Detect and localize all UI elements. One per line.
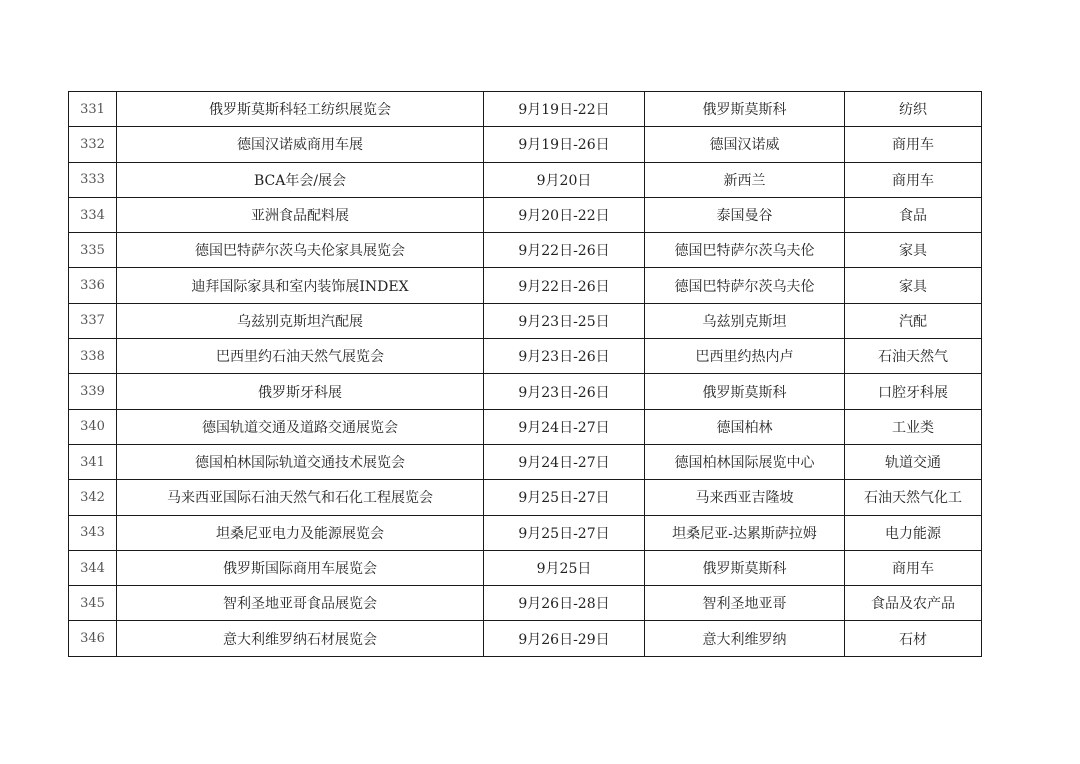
cell-date: 9月23日-26日: [484, 339, 645, 374]
cell-number: 334: [69, 197, 117, 232]
table-row: [69, 515, 982, 550]
cell-location: 德国柏林国际展览中心: [645, 444, 845, 479]
cell-location: 德国柏林: [645, 409, 845, 444]
cell-location: 德国巴特萨尔茨乌夫伦: [645, 233, 845, 268]
cell-category: 石油天然气: [845, 339, 982, 374]
cell-category: 电力能源: [845, 515, 982, 550]
cell-number: 333: [69, 162, 117, 197]
table-row: [69, 480, 982, 515]
cell-exhibition-name: 马来西亚国际石油天然气和石化工程展览会: [117, 480, 484, 515]
table-row: [69, 197, 982, 232]
cell-category: 石油天然气化工: [845, 480, 982, 515]
table-row: [69, 127, 982, 162]
table-row: [69, 621, 982, 656]
cell-location: 坦桑尼亚-达累斯萨拉姆: [645, 515, 845, 550]
cell-number: 346: [69, 621, 117, 656]
table-row: [69, 233, 982, 268]
table-row: [69, 550, 982, 585]
table-row: [69, 339, 982, 374]
cell-number: 332: [69, 127, 117, 162]
cell-category: 轨道交通: [845, 444, 982, 479]
cell-location: 新西兰: [645, 162, 845, 197]
cell-category: 汽配: [845, 303, 982, 338]
cell-location: 乌兹别克斯坦: [645, 303, 845, 338]
cell-date: 9月20日: [484, 162, 645, 197]
table-row: [69, 444, 982, 479]
cell-date: 9月19日-22日: [484, 92, 645, 127]
cell-exhibition-name: 坦桑尼亚电力及能源展览会: [117, 515, 484, 550]
cell-number: 341: [69, 444, 117, 479]
exhibition-table: [68, 91, 982, 657]
cell-category: 食品及农产品: [845, 586, 982, 621]
cell-location: 泰国曼谷: [645, 197, 845, 232]
cell-date: 9月19日-26日: [484, 127, 645, 162]
cell-location: 智利圣地亚哥: [645, 586, 845, 621]
cell-number: 338: [69, 339, 117, 374]
table-row: [69, 374, 982, 409]
cell-location: 巴西里约热内卢: [645, 339, 845, 374]
cell-date: 9月23日-26日: [484, 374, 645, 409]
cell-category: 口腔牙科展: [845, 374, 982, 409]
cell-exhibition-name: 德国柏林国际轨道交通技术展览会: [117, 444, 484, 479]
cell-date: 9月22日-26日: [484, 233, 645, 268]
cell-number: 339: [69, 374, 117, 409]
cell-date: 9月20日-22日: [484, 197, 645, 232]
cell-category: 工业类: [845, 409, 982, 444]
cell-number: 345: [69, 586, 117, 621]
cell-exhibition-name: 意大利维罗纳石材展览会: [117, 621, 484, 656]
cell-exhibition-name: 德国轨道交通及道路交通展览会: [117, 409, 484, 444]
cell-date: 9月24日-27日: [484, 444, 645, 479]
cell-exhibition-name: 迪拜国际家具和室内装饰展INDEX: [117, 268, 484, 303]
cell-number: 343: [69, 515, 117, 550]
cell-date: 9月26日-29日: [484, 621, 645, 656]
cell-location: 德国巴特萨尔茨乌夫伦: [645, 268, 845, 303]
cell-number: 337: [69, 303, 117, 338]
table-row: [69, 162, 982, 197]
cell-category: 商用车: [845, 127, 982, 162]
table-row: [69, 409, 982, 444]
cell-date: 9月22日-26日: [484, 268, 645, 303]
cell-exhibition-name: 德国巴特萨尔茨乌夫伦家具展览会: [117, 233, 484, 268]
cell-date: 9月24日-27日: [484, 409, 645, 444]
cell-exhibition-name: 俄罗斯牙科展: [117, 374, 484, 409]
cell-date: 9月26日-28日: [484, 586, 645, 621]
cell-exhibition-name: 亚洲食品配料展: [117, 197, 484, 232]
cell-date: 9月25日-27日: [484, 480, 645, 515]
cell-location: 俄罗斯莫斯科: [645, 374, 845, 409]
cell-number: 342: [69, 480, 117, 515]
table-row: [69, 586, 982, 621]
cell-number: 335: [69, 233, 117, 268]
cell-exhibition-name: 俄罗斯国际商用车展览会: [117, 550, 484, 585]
table-row: [69, 268, 982, 303]
cell-category: 家具: [845, 233, 982, 268]
cell-exhibition-name: 乌兹别克斯坦汽配展: [117, 303, 484, 338]
cell-category: 家具: [845, 268, 982, 303]
table-row: [69, 303, 982, 338]
cell-category: 纺织: [845, 92, 982, 127]
cell-exhibition-name: 俄罗斯莫斯科轻工纺织展览会: [117, 92, 484, 127]
cell-location: 德国汉诺威: [645, 127, 845, 162]
cell-exhibition-name: 巴西里约石油天然气展览会: [117, 339, 484, 374]
cell-category: 食品: [845, 197, 982, 232]
cell-number: 340: [69, 409, 117, 444]
cell-date: 9月25日-27日: [484, 515, 645, 550]
cell-category: 商用车: [845, 550, 982, 585]
cell-location: 俄罗斯莫斯科: [645, 550, 845, 585]
cell-date: 9月23日-25日: [484, 303, 645, 338]
cell-location: 俄罗斯莫斯科: [645, 92, 845, 127]
cell-number: 331: [69, 92, 117, 127]
cell-date: 9月25日: [484, 550, 645, 585]
cell-exhibition-name: BCA年会/展会: [117, 162, 484, 197]
exhibition-table-body: [69, 92, 982, 657]
cell-location: 马来西亚吉隆坡: [645, 480, 845, 515]
cell-number: 344: [69, 550, 117, 585]
cell-location: 意大利维罗纳: [645, 621, 845, 656]
cell-category: 石材: [845, 621, 982, 656]
table-row: [69, 92, 982, 127]
cell-exhibition-name: 智利圣地亚哥食品展览会: [117, 586, 484, 621]
cell-category: 商用车: [845, 162, 982, 197]
cell-number: 336: [69, 268, 117, 303]
cell-exhibition-name: 德国汉诺威商用车展: [117, 127, 484, 162]
